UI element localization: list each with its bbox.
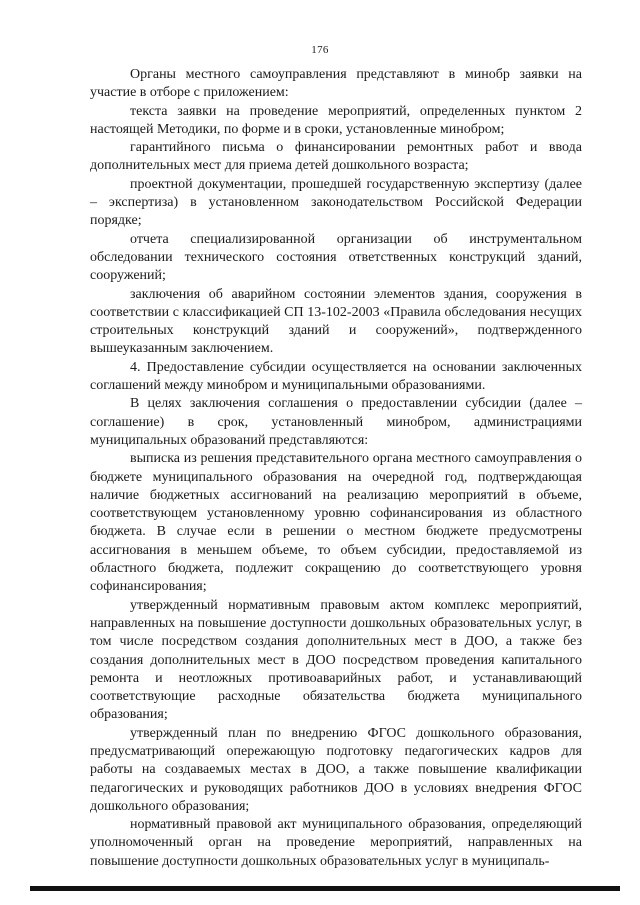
paragraph: заключения об аварийном состоянии элементов здания, сооружения в соответствии с классификацией СП 13-102-2003 «Правила обследования несущих строительных конструкций зданий и сооружений», подтвержденного вышеуказанным заключением. bbox=[90, 286, 582, 357]
paragraph: утвержденный нормативным правовым актом комплекс мероприятий, направленных на повышение доступности дошкольных образовательных услуг, в том числе посредством создания дополнительных мест в ДОО, а также без создания дополнительных мест в ДОО посредством проведения капитального ремонта и неотложных противоаварийных работ, и устанавливающий соответствующие расходные обязательства бюджета муниципального образования; bbox=[90, 597, 582, 723]
paragraph: выписка из решения представительного органа местного самоуправления о бюджете муниципального образования на очередной год, подтверждающая наличие бюджетных ассигнований на реализацию мероприятий в объеме, соответствующем установленному уровню софинансирования из областного бюджета. В случае если в решении о местном бюджете предусмотрены ассигнования в меньшем объеме, то объем субсидии, предоставляемой из областного бюджета, подлежит сокращению до соответствующего уровня софинансирования; bbox=[90, 451, 582, 595]
paragraph: Органы местного самоуправления представляют в минобр заявки на участие в отборе с приложением: bbox=[90, 67, 582, 101]
paragraph: текста заявки на проведение мероприятий, определенных пунктом 2 настоящей Методики, по форме и в сроки, установленные минобром; bbox=[90, 103, 582, 137]
paragraph: отчета специализированной организации об инструментальном обследовании технического состояния ответственных конструкций зданий, сооружений; bbox=[90, 231, 582, 284]
document-body bbox=[90, 66, 582, 871]
page-number: 176 bbox=[311, 44, 329, 56]
paragraph: утвержденный план по внедрению ФГОС дошкольного образования, предусматривающий опережающую подготовку педагогических кадров для работы на создаваемых местах в ДОО, а также повышение квалификации педагогических и руководящих работников ДОО в условиях внедрения ФГОС дошкольного образования; bbox=[90, 725, 582, 814]
paragraph: 4. Предоставление субсидии осуществляется на основании заключенных соглашений между минобром и муниципальными образованиями. bbox=[90, 359, 582, 394]
paragraph: нормативный правовой акт муниципального образования, определяющий уполномоченный орган на проведение мероприятий, направленных на повышение доступности дошкольных образовательных услуг в муниципаль- bbox=[90, 817, 582, 869]
paragraph: В целях заключения соглашения о предоставлении субсидии (далее – соглашение) в срок, установленный минобром, администрациями муниципальных образований представляются: bbox=[90, 396, 582, 448]
paragraph: гарантийного письма о финансировании ремонтных работ и ввода дополнительных мест для приема детей дошкольного возраста; bbox=[90, 140, 582, 174]
paragraph: проектной документации, прошедшей государственную экспертизу (далее – экспертиза) в установленном законодательством Российской Федерации порядке; bbox=[90, 176, 582, 229]
bottom-rule bbox=[30, 886, 620, 891]
